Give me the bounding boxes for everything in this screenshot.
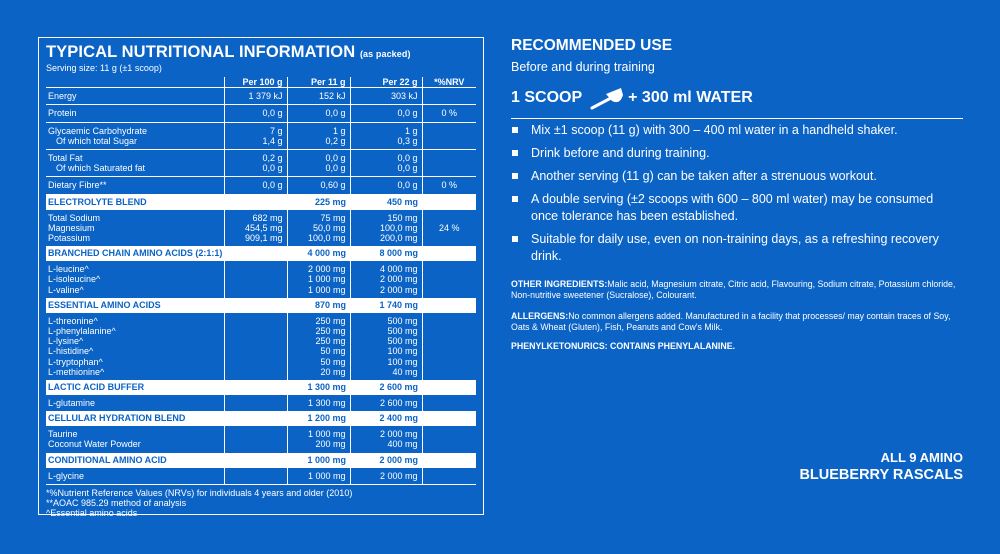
section-nrv bbox=[422, 298, 476, 313]
allergens-text: No common allergens added. Manufactured in a facility that processes/ may contain traces of Soy, Oats & Wheat (Gluten), Fish, Peanuts and Cow's Milk. bbox=[511, 311, 951, 332]
nutrient-value: 50 mg bbox=[287, 357, 350, 367]
nutrient-value: 100,0 mg bbox=[287, 233, 350, 246]
section-header-row bbox=[46, 453, 476, 468]
nutrient-value bbox=[224, 468, 287, 485]
table-row bbox=[46, 177, 476, 194]
section-nrv bbox=[422, 194, 476, 210]
nutrient-name: L-lysine^ bbox=[48, 336, 84, 347]
nutrient-value bbox=[422, 122, 476, 136]
section-header-row bbox=[46, 411, 476, 426]
usage-item: Suitable for daily use, even on non-training days, as a refreshing recovery drink. bbox=[511, 231, 963, 265]
table-row bbox=[46, 346, 476, 356]
table-row bbox=[46, 439, 476, 452]
nutrient-name: Taurine bbox=[48, 429, 78, 440]
nutrient-value: 0,0 g bbox=[224, 105, 287, 122]
nutrient-value: 0,0 g bbox=[287, 105, 350, 122]
table-row bbox=[46, 122, 476, 136]
nutrient-value: 50,0 mg bbox=[287, 223, 350, 233]
bullet-icon bbox=[512, 173, 518, 179]
other-ingredients-label: OTHER INGREDIENTS: bbox=[511, 279, 608, 289]
nutrient-name: L-glutamine bbox=[48, 398, 96, 409]
nutrient-value: 303 kJ bbox=[350, 88, 422, 105]
nutrient-value bbox=[422, 326, 476, 336]
footnotes bbox=[46, 488, 476, 518]
nutrient-value: 7 g bbox=[224, 122, 287, 136]
section-label: CONDITIONAL AMINO ACID bbox=[46, 453, 287, 468]
other-ingredients bbox=[511, 279, 963, 300]
footnote: **AOAC 985.29 method of analysis bbox=[46, 497, 187, 508]
nutrition-title bbox=[46, 43, 476, 63]
section-label: ELECTROLYTE BLEND bbox=[46, 194, 287, 210]
section-label: BRANCHED CHAIN AMINO ACIDS (2:1:1) bbox=[46, 246, 287, 261]
nutrient-value bbox=[422, 346, 476, 356]
nutrient-value bbox=[422, 468, 476, 485]
nutrient-name: L-phenylalanine^ bbox=[48, 326, 116, 337]
table-row bbox=[46, 274, 476, 284]
nutrient-value: 0 % bbox=[422, 105, 476, 122]
nutrient-value: 0,0 g bbox=[287, 150, 350, 164]
nutrient-name: L-histidine^ bbox=[48, 346, 94, 357]
phenylketonurics-warning: PHENYLKETONURICS: CONTAINS PHENYLALANINE. bbox=[511, 341, 736, 351]
nutrient-value bbox=[422, 233, 476, 246]
nutrient-value: 20 mg bbox=[287, 367, 350, 380]
section-value-per-11g: 870 mg bbox=[287, 298, 350, 313]
table-header-row bbox=[46, 77, 476, 88]
nutrient-value: 4 000 mg bbox=[350, 261, 422, 274]
table-row bbox=[46, 285, 476, 298]
table-row bbox=[46, 395, 476, 411]
nutrient-name: L-valine^ bbox=[48, 284, 84, 295]
nutrient-value: 500 mg bbox=[350, 336, 422, 346]
nutrition-title-note: (as packed) bbox=[359, 49, 411, 59]
nutrient-value: 0,0 g bbox=[350, 163, 422, 177]
allergens-label: ALLERGENS: bbox=[511, 311, 569, 321]
usage-item: Another serving (11 g) can be taken after a strenuous workout. bbox=[511, 168, 963, 185]
nutrient-value bbox=[224, 274, 287, 284]
usage-item: A double serving (±2 scoops with 600 – 800 ml water) may be consumed once tolerance has been established. bbox=[511, 191, 963, 225]
nutrient-name: Coconut Water Powder bbox=[48, 439, 141, 450]
nutrient-name: Magnesium bbox=[48, 222, 95, 233]
section-header-row bbox=[46, 380, 476, 395]
nutrient-value bbox=[422, 395, 476, 411]
nutrient-value: 1,4 g bbox=[224, 136, 287, 150]
section-label: CELLULAR HYDRATION BLEND bbox=[46, 411, 287, 426]
nutrient-name: Total Fat bbox=[48, 153, 83, 164]
nutrient-value bbox=[422, 426, 476, 439]
nutrient-value: 1 379 kJ bbox=[224, 88, 287, 105]
water-amount: + 300 ml WATER bbox=[628, 89, 753, 106]
section-nrv bbox=[422, 453, 476, 468]
nutrient-value bbox=[224, 439, 287, 452]
column-header: Per 11 g bbox=[287, 77, 350, 88]
nutrient-name: L-methionine^ bbox=[48, 366, 105, 377]
section-value-per-22g: 8 000 mg bbox=[350, 246, 422, 261]
nutrient-name: Total Sodium bbox=[48, 212, 101, 223]
table-row bbox=[46, 367, 476, 380]
nutrient-value: 200,0 mg bbox=[350, 233, 422, 246]
nutrient-value bbox=[224, 261, 287, 274]
nutrient-value: 2 000 mg bbox=[350, 426, 422, 439]
section-value-per-22g: 1 740 mg bbox=[350, 298, 422, 313]
nutrient-value bbox=[422, 357, 476, 367]
nutrient-value bbox=[224, 346, 287, 356]
bullet-icon bbox=[512, 236, 518, 242]
nutrient-value: 1 g bbox=[350, 122, 422, 136]
table-row bbox=[46, 357, 476, 367]
nutrient-value: 100 mg bbox=[350, 346, 422, 356]
brand-block bbox=[799, 450, 963, 484]
nutrient-value: 500 mg bbox=[350, 313, 422, 326]
nutrient-name: Energy bbox=[46, 88, 224, 105]
section-value-per-11g: 225 mg bbox=[287, 194, 350, 210]
nutrition-title-text: TYPICAL NUTRITIONAL INFORMATION bbox=[46, 43, 356, 61]
table-row bbox=[46, 136, 476, 150]
nutrition-table bbox=[46, 77, 476, 485]
nutrient-value: 0,0 g bbox=[224, 163, 287, 177]
nutrient-value: 1 300 mg bbox=[287, 395, 350, 411]
section-label: LACTIC ACID BUFFER bbox=[46, 380, 287, 395]
nutrient-value: 1 g bbox=[287, 122, 350, 136]
section-header-row bbox=[46, 194, 476, 210]
nutrient-value: 50 mg bbox=[287, 346, 350, 356]
footnote: *%Nutrient Reference Values (NRVs) for individuals 4 years and older (2010) bbox=[46, 487, 353, 498]
footnote: ^Essential amino acids bbox=[46, 507, 138, 518]
nutrient-value bbox=[422, 274, 476, 284]
nutrient-value bbox=[422, 439, 476, 452]
nutrient-value: 400 mg bbox=[350, 439, 422, 452]
section-value-per-11g: 4 000 mg bbox=[287, 246, 350, 261]
scoop-count: 1 SCOOP bbox=[511, 89, 583, 106]
nutrient-value: 0,0 g bbox=[350, 105, 422, 122]
section-nrv bbox=[422, 411, 476, 426]
nutrient-value: 2 000 mg bbox=[350, 285, 422, 298]
divider bbox=[511, 118, 963, 119]
column-header: Per 100 g bbox=[224, 77, 287, 88]
nutrient-value bbox=[422, 136, 476, 150]
nutrient-value bbox=[422, 210, 476, 223]
nutrient-name: Dietary Fibre** bbox=[46, 177, 224, 194]
nutrient-value bbox=[224, 285, 287, 298]
nutrient-value: 250 mg bbox=[287, 313, 350, 326]
section-header-row bbox=[46, 298, 476, 313]
table-row bbox=[46, 336, 476, 346]
usage-item: Drink before and during training. bbox=[511, 145, 963, 162]
section-label: ESSENTIAL AMINO ACIDS bbox=[46, 298, 287, 313]
nutrient-value bbox=[422, 313, 476, 326]
section-nrv bbox=[422, 246, 476, 261]
table-row bbox=[46, 233, 476, 246]
nutrient-name: L-threonine^ bbox=[48, 315, 98, 326]
nutrient-value bbox=[422, 336, 476, 346]
nutrient-value: 150 mg bbox=[350, 210, 422, 223]
nutrient-value: 2 000 mg bbox=[287, 261, 350, 274]
table-row bbox=[46, 150, 476, 164]
table-row bbox=[46, 210, 476, 223]
section-header-row bbox=[46, 246, 476, 261]
nutrient-value bbox=[224, 336, 287, 346]
nutrient-value bbox=[224, 426, 287, 439]
table-row bbox=[46, 326, 476, 336]
scoop-icon bbox=[590, 85, 624, 111]
nutrient-value: 500 mg bbox=[350, 326, 422, 336]
nutrient-value: 75 mg bbox=[287, 210, 350, 223]
nutrient-name: Glycaemic Carbohydrate bbox=[48, 125, 148, 136]
nutrient-value bbox=[224, 313, 287, 326]
nutrient-value: 454,5 mg bbox=[224, 223, 287, 233]
table-row bbox=[46, 313, 476, 326]
table-row bbox=[46, 223, 476, 233]
usage-list bbox=[511, 122, 963, 271]
table-row bbox=[46, 261, 476, 274]
allergens bbox=[511, 311, 963, 332]
nutrient-value: 100,0 mg bbox=[350, 223, 422, 233]
section-value-per-11g: 1 200 mg bbox=[287, 411, 350, 426]
usage-item: Mix ±1 scoop (11 g) with 300 – 400 ml water in a handheld shaker. bbox=[511, 122, 963, 139]
table-row bbox=[46, 163, 476, 177]
table-row bbox=[46, 105, 476, 122]
nutrient-value: 100 mg bbox=[350, 357, 422, 367]
nutrient-value: 0 % bbox=[422, 177, 476, 194]
bullet-icon bbox=[512, 150, 518, 156]
nutrient-value: 909,1 mg bbox=[224, 233, 287, 246]
nutrient-value bbox=[422, 88, 476, 105]
column-header bbox=[46, 77, 224, 88]
nutrient-value bbox=[422, 285, 476, 298]
nutrient-name: Of which Saturated fat bbox=[46, 163, 224, 177]
nutrient-value: 0,0 g bbox=[224, 177, 287, 194]
nutrient-value: 250 mg bbox=[287, 326, 350, 336]
section-nrv bbox=[422, 380, 476, 395]
nutrient-value: 0,60 g bbox=[287, 177, 350, 194]
bullet-icon bbox=[512, 196, 518, 202]
recommended-use-subtitle: Before and during training bbox=[511, 60, 655, 74]
nutrient-value bbox=[224, 395, 287, 411]
nutrient-value: 1 000 mg bbox=[287, 285, 350, 298]
nutrient-value: 0,2 g bbox=[224, 150, 287, 164]
nutrient-value bbox=[422, 150, 476, 164]
nutrient-value: 0,0 g bbox=[350, 150, 422, 164]
nutrient-value: 2 000 mg bbox=[350, 468, 422, 485]
other-ingredients-text: Malic acid, Magnesium citrate, Citric acid, Flavouring, Sodium citrate, Potassium chloride, Non-nutritive sweetener (Sucralose), Colourant. bbox=[511, 279, 956, 300]
scoop-instruction bbox=[511, 84, 753, 112]
nutrient-value: 682 mg bbox=[224, 210, 287, 223]
nutrient-value: 1 000 mg bbox=[287, 468, 350, 485]
nutrient-value: 200 mg bbox=[287, 439, 350, 452]
section-value-per-11g: 1 000 mg bbox=[287, 453, 350, 468]
nutrient-value: 2 600 mg bbox=[350, 395, 422, 411]
column-header: *%NRV bbox=[422, 77, 476, 88]
section-value-per-22g: 450 mg bbox=[350, 194, 422, 210]
nutrient-name: L-glycine bbox=[46, 468, 224, 485]
nutrient-name: L-isoleucine^ bbox=[48, 274, 101, 285]
bullet-icon bbox=[512, 127, 518, 133]
nutrient-name: Protein bbox=[46, 105, 224, 122]
section-value-per-22g: 2 600 mg bbox=[350, 380, 422, 395]
product-line: ALL 9 AMINO bbox=[880, 450, 963, 465]
nutrient-value: 40 mg bbox=[350, 367, 422, 380]
nutrient-value bbox=[422, 163, 476, 177]
section-value-per-22g: 2 400 mg bbox=[350, 411, 422, 426]
nutrient-value bbox=[422, 261, 476, 274]
nutrient-value: 2 000 mg bbox=[350, 274, 422, 284]
section-value-per-11g: 1 300 mg bbox=[287, 380, 350, 395]
nutrient-value: 24 % bbox=[422, 223, 476, 233]
table-row bbox=[46, 468, 476, 485]
table-row bbox=[46, 88, 476, 105]
nutrition-panel bbox=[38, 37, 484, 518]
column-header: Per 22 g bbox=[350, 77, 422, 88]
nutrient-name: Potassium bbox=[48, 233, 91, 244]
serving-size: Serving size: 11 g (±1 scoop) bbox=[46, 63, 162, 73]
nutrient-value: 1 000 mg bbox=[287, 274, 350, 284]
nutrient-value: 0,0 g bbox=[287, 163, 350, 177]
nutrient-value: 1 000 mg bbox=[287, 426, 350, 439]
nutrient-name: L-tryptophan^ bbox=[48, 356, 103, 367]
nutrient-value bbox=[224, 326, 287, 336]
nutrient-name: L-leucine^ bbox=[48, 264, 89, 275]
flavour-name: BLUEBERRY RASCALS bbox=[799, 467, 963, 483]
nutrient-value bbox=[422, 367, 476, 380]
table-row bbox=[46, 426, 476, 439]
section-value-per-22g: 2 000 mg bbox=[350, 453, 422, 468]
nutrient-value: 0,2 g bbox=[287, 136, 350, 150]
nutrient-value: 0,0 g bbox=[350, 177, 422, 194]
nutrient-value: 250 mg bbox=[287, 336, 350, 346]
recommended-use-title: RECOMMENDED USE bbox=[511, 37, 673, 54]
nutrient-value: 152 kJ bbox=[287, 88, 350, 105]
nutrient-value: 0,3 g bbox=[350, 136, 422, 150]
nutrient-value bbox=[224, 367, 287, 380]
nutrient-name: Of which total Sugar bbox=[46, 136, 224, 150]
nutrient-value bbox=[224, 357, 287, 367]
